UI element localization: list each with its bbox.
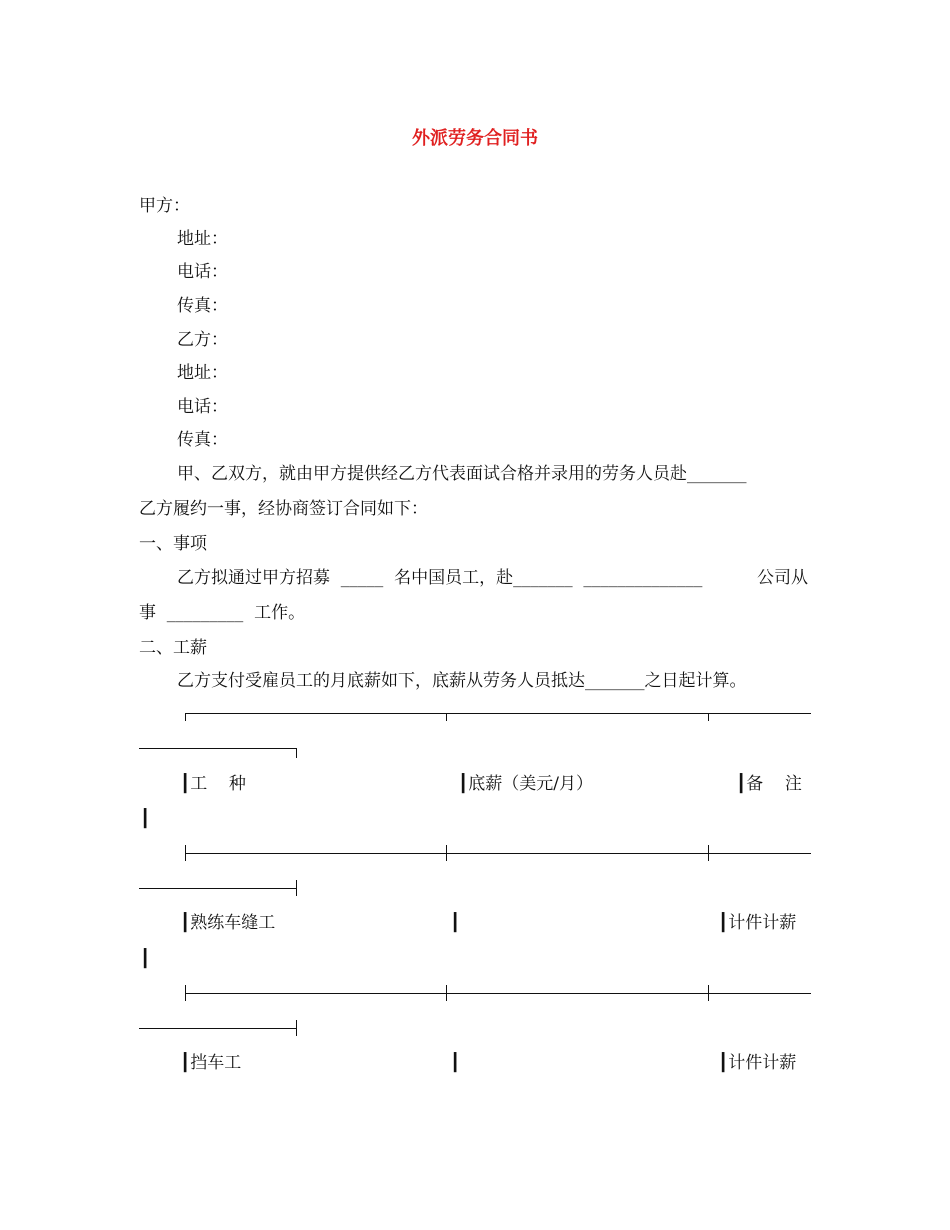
row-trailing-bar: ┃ bbox=[140, 949, 151, 969]
table-row-separator-wrap bbox=[139, 1028, 297, 1029]
section1-line2: 事 _________ 工作。 bbox=[139, 603, 306, 623]
header-base-salary: ┃底薪（美元/月） bbox=[458, 774, 593, 794]
row2-salary-cell: ┃ bbox=[450, 1053, 461, 1073]
section2-heading: 二、工薪 bbox=[139, 638, 207, 658]
table-col-tick bbox=[446, 713, 447, 721]
table-col-tick bbox=[296, 1020, 297, 1036]
section1-line1-end: 公司从 bbox=[757, 568, 808, 588]
party-a-address-label: 地址： bbox=[177, 229, 228, 249]
party-a-fax-label: 传真： bbox=[177, 296, 228, 316]
table-col-tick bbox=[708, 713, 709, 721]
table-col-tick bbox=[296, 880, 297, 896]
party-b-fax-label: 传真： bbox=[177, 430, 228, 450]
section2-line1: 乙方支付受雇员工的月底薪如下，底薪从劳务人员抵达_______之日起计算。 bbox=[177, 671, 747, 691]
row1-salary-cell: ┃ bbox=[450, 913, 461, 933]
section1-line1: 乙方拟通过甲方招募 _____ 名中国员工，赴_______ ______________ bbox=[177, 568, 703, 588]
table-row-separator bbox=[185, 993, 811, 994]
party-a-label: 甲方： bbox=[139, 196, 190, 216]
table-top-border bbox=[185, 713, 811, 714]
table-row-separator-wrap bbox=[139, 888, 297, 889]
row2-remarks: ┃计件计薪 bbox=[718, 1053, 797, 1073]
row-trailing-bar: ┃ bbox=[140, 809, 151, 829]
table-col-tick bbox=[185, 845, 186, 861]
table-col-tick bbox=[185, 985, 186, 1001]
contract-title: 外派劳务合同书 bbox=[412, 128, 538, 149]
row1-remarks: ┃计件计薪 bbox=[718, 913, 797, 933]
section1-heading: 一、事项 bbox=[139, 534, 207, 554]
table-col-tick bbox=[446, 845, 447, 861]
table-col-tick bbox=[446, 985, 447, 1001]
table-top-border-wrap bbox=[139, 748, 297, 749]
table-corner-tick bbox=[296, 748, 297, 758]
party-b-label: 乙方： bbox=[177, 330, 228, 350]
party-b-address-label: 地址： bbox=[177, 363, 228, 383]
table-row-separator bbox=[185, 853, 811, 854]
party-a-phone-label: 电话： bbox=[177, 262, 228, 282]
table-col-tick bbox=[708, 985, 709, 1001]
intro-paragraph-line1: 甲、乙双方，就由甲方提供经乙方代表面试合格并录用的劳务人员赴_______ bbox=[177, 464, 747, 484]
header-job-type: ┃工 种 bbox=[180, 774, 246, 794]
header-remarks: ┃备 注 bbox=[736, 774, 802, 794]
party-b-phone-label: 电话： bbox=[177, 397, 228, 417]
intro-paragraph-line2: 乙方履约一事，经协商签订合同如下： bbox=[139, 499, 428, 519]
row2-job-type: ┃挡车工 bbox=[180, 1053, 242, 1073]
table-col-tick bbox=[708, 845, 709, 861]
row1-job-type: ┃熟练车缝工 bbox=[180, 913, 276, 933]
table-corner-tick bbox=[185, 713, 186, 721]
